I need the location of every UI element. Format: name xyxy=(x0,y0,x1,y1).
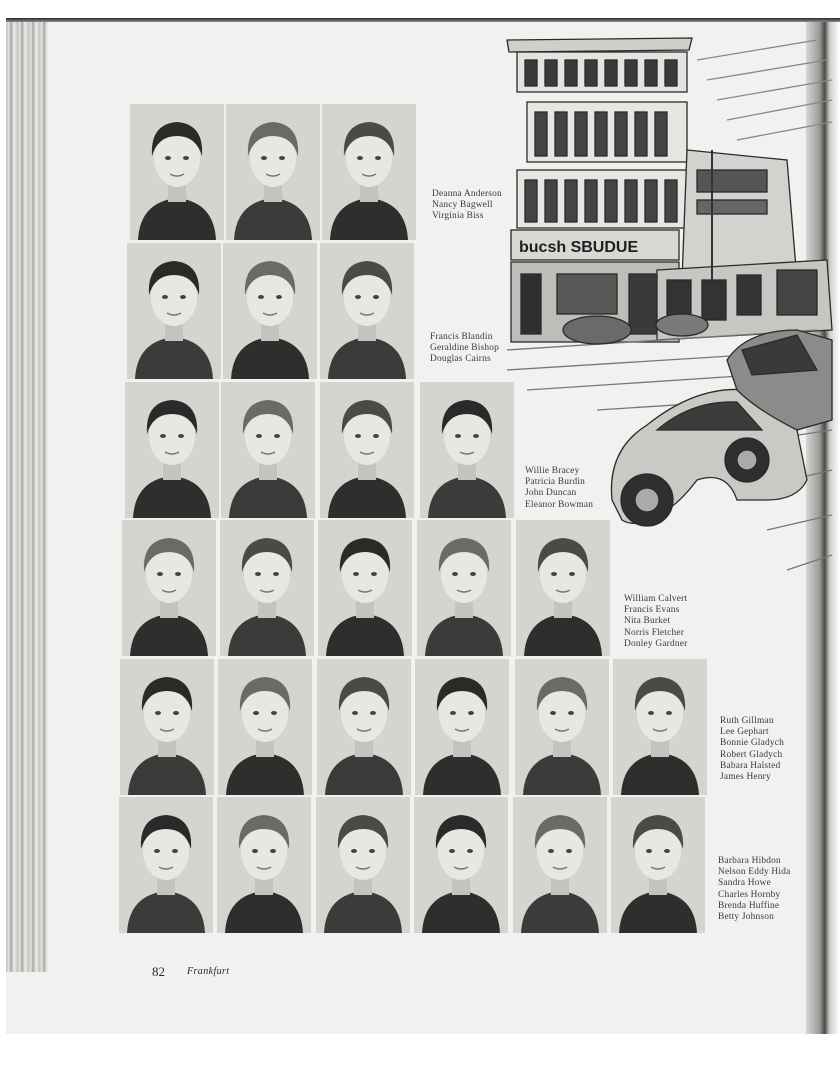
student-name: Francis Blandin xyxy=(430,332,493,342)
student-name: Willie Bracey xyxy=(525,466,580,476)
page-number: 82 xyxy=(152,964,165,979)
student-name: William Calvert xyxy=(624,594,688,604)
student-portrait xyxy=(226,104,320,240)
student-name: Douglas Cairns xyxy=(430,354,491,365)
student-portrait xyxy=(414,797,508,933)
student-portrait xyxy=(223,243,317,379)
student-portrait xyxy=(515,659,609,795)
student-name: Donley Gardner xyxy=(624,638,688,649)
student-name: Virginia Biss xyxy=(432,211,484,222)
student-portrait xyxy=(513,797,607,933)
student-name: Lee Gephart xyxy=(720,727,769,738)
student-portrait xyxy=(613,659,707,795)
student-name: Norris Fletcher xyxy=(624,627,685,638)
student-portrait xyxy=(316,797,410,933)
student-name: Francis Evans xyxy=(624,605,680,616)
student-name: Nancy Bagwell xyxy=(432,200,493,211)
student-portrait xyxy=(122,520,216,656)
student-name: Deanna Anderson xyxy=(432,189,502,199)
student-portrait xyxy=(220,520,314,656)
names-row-5 xyxy=(720,716,784,783)
names-row-6 xyxy=(718,856,790,923)
yearbook-title: Frankfurt xyxy=(187,966,230,977)
student-name: Patricia Burdin xyxy=(525,477,586,488)
student-name: Charles Hornby xyxy=(718,889,781,900)
student-portrait xyxy=(217,797,311,933)
student-portrait xyxy=(611,797,705,933)
student-portrait xyxy=(127,243,221,379)
student-name: Betty Johnson xyxy=(718,912,774,923)
student-portrait xyxy=(130,104,224,240)
student-portrait xyxy=(317,659,411,795)
storefront-sign: bucsh SBUDUE xyxy=(519,239,639,256)
student-name: Barbara Hibdon xyxy=(718,856,781,866)
student-portrait xyxy=(322,104,416,240)
student-name: Bonnie Gladych xyxy=(720,738,784,749)
student-portrait xyxy=(320,382,414,518)
student-portrait xyxy=(417,520,511,656)
student-name: Eleanor Bowman xyxy=(525,499,594,510)
student-portrait xyxy=(120,659,214,795)
student-portrait xyxy=(119,797,213,933)
names-row-4 xyxy=(624,594,687,650)
names-row-3 xyxy=(525,466,593,511)
student-name: Ruth Gillman xyxy=(720,716,774,726)
student-portrait xyxy=(320,243,414,379)
student-name: Geraldine Bishop xyxy=(430,343,500,354)
student-name: James Henry xyxy=(720,772,771,783)
student-portrait xyxy=(420,382,514,518)
scan-bottom-margin xyxy=(0,1034,840,1087)
names-row-2 xyxy=(430,332,499,366)
student-name: Nita Burket xyxy=(624,616,671,627)
page-binding-edge xyxy=(6,22,48,972)
student-name: Babara Halsted xyxy=(720,760,781,771)
student-name: Nelson Eddy Hida xyxy=(718,867,791,878)
student-portrait xyxy=(516,520,610,656)
student-name: Robert Gladych xyxy=(720,749,783,760)
student-name: John Duncan xyxy=(525,488,577,499)
student-portrait xyxy=(415,659,509,795)
names-row-1 xyxy=(432,189,502,223)
student-name: Brenda Huffine xyxy=(718,900,780,911)
student-portrait xyxy=(218,659,312,795)
student-portrait xyxy=(125,382,219,518)
student-name: Sandra Howe xyxy=(718,878,771,889)
student-portrait xyxy=(221,382,315,518)
student-portrait xyxy=(318,520,412,656)
